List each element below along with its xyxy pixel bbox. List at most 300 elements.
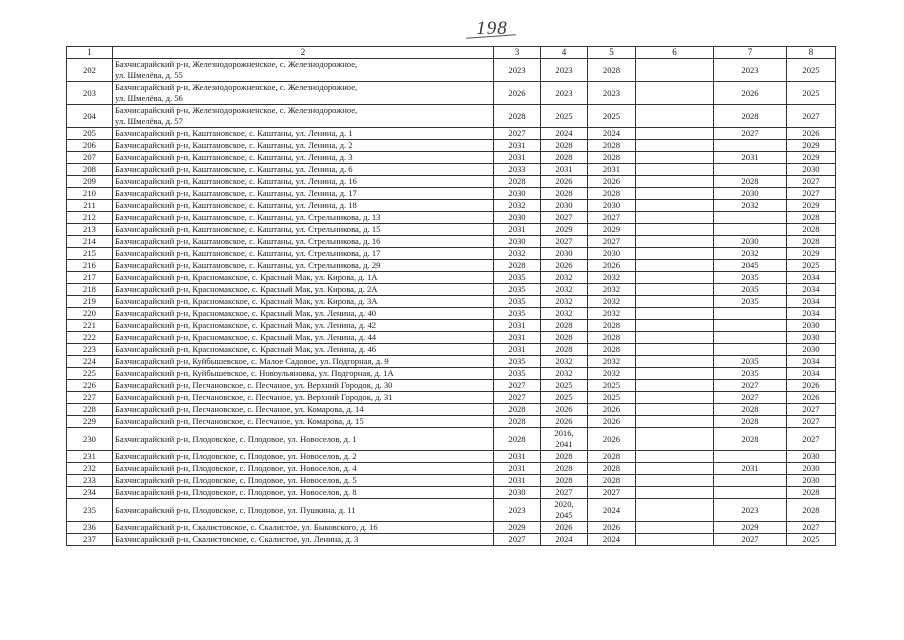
year-cell-4: 2024 <box>541 128 588 140</box>
year-cell-3: 2030 <box>494 188 541 200</box>
table-row <box>67 428 836 451</box>
year-cell-8: 2034 <box>787 272 836 284</box>
address-cell: Бахчисарайский р-н, Песчановское, с. Песчаное, ул. Комарова, д. 14 <box>113 404 494 416</box>
table-row <box>67 499 836 522</box>
year-cell-3: 2029 <box>494 522 541 534</box>
year-cell-7: 2028 <box>714 416 787 428</box>
year-cell-8: 2034 <box>787 308 836 320</box>
table-row <box>67 284 836 296</box>
column-header-5: 5 <box>588 47 636 59</box>
year-cell-8: 2030 <box>787 332 836 344</box>
row-number: 224 <box>67 356 113 368</box>
empty-cell-6 <box>636 320 714 332</box>
year-cell-5: 2025 <box>588 105 636 128</box>
row-number: 203 <box>67 82 113 105</box>
year-cell-5: 2032 <box>588 356 636 368</box>
row-number: 204 <box>67 105 113 128</box>
year-cell-7: 2035 <box>714 284 787 296</box>
year-cell-7 <box>714 224 787 236</box>
year-cell-4: 2029 <box>541 224 588 236</box>
year-cell-4: 2032 <box>541 368 588 380</box>
row-number: 229 <box>67 416 113 428</box>
year-cell-7 <box>714 308 787 320</box>
row-number: 215 <box>67 248 113 260</box>
table-row <box>67 140 836 152</box>
row-number: 214 <box>67 236 113 248</box>
year-cell-3: 2028 <box>494 260 541 272</box>
year-cell-4: 2032 <box>541 272 588 284</box>
year-cell-3: 2027 <box>494 380 541 392</box>
year-cell-5: 2028 <box>588 463 636 475</box>
year-cell-3: 2035 <box>494 272 541 284</box>
table-row <box>67 224 836 236</box>
address-cell: Бахчисарайский р-н, Красномакское, с. Красный Мак, ул. Ленина, д. 40 <box>113 308 494 320</box>
table-row <box>67 59 836 82</box>
year-cell-5: 2030 <box>588 248 636 260</box>
empty-cell-6 <box>636 475 714 487</box>
year-cell-3: 2031 <box>494 475 541 487</box>
address-cell: Бахчисарайский р-н, Плодовское, с. Плодовое, ул. Новоселов, д. 5 <box>113 475 494 487</box>
row-number: 227 <box>67 392 113 404</box>
year-cell-7: 2027 <box>714 392 787 404</box>
year-cell-4: 2026 <box>541 260 588 272</box>
address-cell: Бахчисарайский р-н, Железнодорожненское, с. Железнодорожное, ул. Шмелёва, д. 55 <box>113 59 494 82</box>
year-cell-3: 2031 <box>494 451 541 463</box>
year-cell-4: 2032 <box>541 356 588 368</box>
address-cell: Бахчисарайский р-н, Красномакское, с. Красный Мак, ул. Кирова, д. 2А <box>113 284 494 296</box>
empty-cell-6 <box>636 188 714 200</box>
address-cell: Бахчисарайский р-н, Песчановское, с. Песчаное, ул. Верхний Городок, д. 30 <box>113 380 494 392</box>
row-number: 226 <box>67 380 113 392</box>
year-cell-8: 2029 <box>787 152 836 164</box>
year-cell-8: 2025 <box>787 59 836 82</box>
row-number: 213 <box>67 224 113 236</box>
row-number: 206 <box>67 140 113 152</box>
year-cell-4: 2032 <box>541 296 588 308</box>
year-cell-3: 2027 <box>494 534 541 546</box>
table-row <box>67 344 836 356</box>
row-number: 221 <box>67 320 113 332</box>
year-cell-5: 2028 <box>588 59 636 82</box>
table-row <box>67 416 836 428</box>
address-cell: Бахчисарайский р-н, Скалистовское, с. Скалистое, ул. Ленина, д. 3 <box>113 534 494 546</box>
year-cell-4: 2026 <box>541 416 588 428</box>
year-cell-7: 2031 <box>714 152 787 164</box>
year-cell-8: 2025 <box>787 534 836 546</box>
table-row <box>67 522 836 534</box>
table-row <box>67 200 836 212</box>
year-cell-5: 2023 <box>588 82 636 105</box>
year-cell-8: 2029 <box>787 200 836 212</box>
table-row <box>67 82 836 105</box>
year-cell-3: 2031 <box>494 463 541 475</box>
address-cell: Бахчисарайский р-н, Песчановское, с. Песчаное, ул. Комарова, д. 15 <box>113 416 494 428</box>
year-cell-7: 2030 <box>714 236 787 248</box>
empty-cell-6 <box>636 236 714 248</box>
table-row <box>67 332 836 344</box>
year-cell-7: 2032 <box>714 248 787 260</box>
year-cell-7 <box>714 140 787 152</box>
year-cell-8: 2025 <box>787 260 836 272</box>
table-row <box>67 105 836 128</box>
address-cell: Бахчисарайский р-н, Красномакское, с. Красный Мак, ул. Ленина, д. 42 <box>113 320 494 332</box>
year-cell-4: 2026 <box>541 176 588 188</box>
address-cell: Бахчисарайский р-н, Красномакское, с. Красный Мак, ул. Ленина, д. 46 <box>113 344 494 356</box>
year-cell-7: 2035 <box>714 368 787 380</box>
year-cell-3: 2031 <box>494 332 541 344</box>
table-row <box>67 380 836 392</box>
year-cell-8: 2030 <box>787 463 836 475</box>
year-cell-8: 2028 <box>787 212 836 224</box>
year-cell-8: 2027 <box>787 416 836 428</box>
year-cell-3: 2032 <box>494 200 541 212</box>
empty-cell-6 <box>636 368 714 380</box>
row-number: 222 <box>67 332 113 344</box>
empty-cell-6 <box>636 451 714 463</box>
year-cell-3: 2030 <box>494 487 541 499</box>
row-number: 217 <box>67 272 113 284</box>
year-cell-7: 2027 <box>714 534 787 546</box>
year-cell-5: 2028 <box>588 332 636 344</box>
address-cell: Бахчисарайский р-н, Каштановское, с. Каштаны, ул. Ленина, д. 3 <box>113 152 494 164</box>
year-cell-7 <box>714 344 787 356</box>
year-cell-5: 2032 <box>588 368 636 380</box>
year-cell-4: 2028 <box>541 475 588 487</box>
year-cell-7: 2045 <box>714 260 787 272</box>
year-cell-4: 2023 <box>541 59 588 82</box>
table-row <box>67 356 836 368</box>
year-cell-3: 2033 <box>494 164 541 176</box>
year-cell-7: 2023 <box>714 59 787 82</box>
address-cell: Бахчисарайский р-н, Каштановское, с. Каштаны, ул. Ленина, д. 1 <box>113 128 494 140</box>
year-cell-4: 2025 <box>541 380 588 392</box>
year-cell-8: 2026 <box>787 128 836 140</box>
empty-cell-6 <box>636 499 714 522</box>
column-header-7: 7 <box>714 47 787 59</box>
year-cell-4: 2028 <box>541 332 588 344</box>
row-number: 230 <box>67 428 113 451</box>
year-cell-3: 2031 <box>494 152 541 164</box>
empty-cell-6 <box>636 522 714 534</box>
year-cell-3: 2028 <box>494 416 541 428</box>
address-cell: Бахчисарайский р-н, Плодовское, с. Плодовое, ул. Новоселов, д. 1 <box>113 428 494 451</box>
row-number: 237 <box>67 534 113 546</box>
row-number: 220 <box>67 308 113 320</box>
table-row <box>67 463 836 475</box>
year-cell-5: 2027 <box>588 236 636 248</box>
table-row <box>67 152 836 164</box>
year-cell-8: 2027 <box>787 428 836 451</box>
address-cell: Бахчисарайский р-н, Красномакское, с. Красный Мак, ул. Кирова, д. 1А <box>113 272 494 284</box>
year-cell-3: 2026 <box>494 82 541 105</box>
year-cell-7 <box>714 332 787 344</box>
column-header-1: 1 <box>67 47 113 59</box>
empty-cell-6 <box>636 212 714 224</box>
address-cell: Бахчисарайский р-н, Плодовское, с. Плодовое, ул. Новоселов, д. 2 <box>113 451 494 463</box>
row-number: 210 <box>67 188 113 200</box>
year-cell-7: 2027 <box>714 380 787 392</box>
year-cell-3: 2027 <box>494 128 541 140</box>
year-cell-5: 2027 <box>588 487 636 499</box>
year-cell-8: 2030 <box>787 475 836 487</box>
empty-cell-6 <box>636 380 714 392</box>
table-row <box>67 487 836 499</box>
year-cell-4: 2027 <box>541 487 588 499</box>
year-cell-5: 2028 <box>588 140 636 152</box>
empty-cell-6 <box>636 248 714 260</box>
empty-cell-6 <box>636 296 714 308</box>
year-cell-5: 2026 <box>588 522 636 534</box>
year-cell-7 <box>714 164 787 176</box>
year-cell-3: 2035 <box>494 368 541 380</box>
year-cell-5: 2026 <box>588 176 636 188</box>
year-cell-8: 2026 <box>787 392 836 404</box>
year-cell-7: 2035 <box>714 272 787 284</box>
year-cell-3: 2030 <box>494 212 541 224</box>
table-row <box>67 188 836 200</box>
year-cell-7: 2035 <box>714 296 787 308</box>
empty-cell-6 <box>636 164 714 176</box>
address-cell: Бахчисарайский р-н, Плодовское, с. Плодовое, ул. Новоселов, д. 8 <box>113 487 494 499</box>
year-cell-7: 2028 <box>714 428 787 451</box>
table-row <box>67 128 836 140</box>
address-cell: Бахчисарайский р-н, Красномакское, с. Красный Мак, ул. Кирова, д. 3А <box>113 296 494 308</box>
table-body <box>67 59 836 546</box>
year-cell-8: 2027 <box>787 404 836 416</box>
year-cell-8: 2030 <box>787 320 836 332</box>
year-cell-5: 2030 <box>588 200 636 212</box>
address-cell: Бахчисарайский р-н, Каштановское, с. Каштаны, ул. Ленина, д. 18 <box>113 200 494 212</box>
year-cell-7 <box>714 212 787 224</box>
year-cell-4: 2028 <box>541 188 588 200</box>
year-cell-3: 2035 <box>494 308 541 320</box>
year-cell-5: 2032 <box>588 296 636 308</box>
empty-cell-6 <box>636 344 714 356</box>
year-cell-5: 2024 <box>588 534 636 546</box>
year-cell-3: 2031 <box>494 344 541 356</box>
year-cell-7: 2030 <box>714 188 787 200</box>
empty-cell-6 <box>636 59 714 82</box>
row-number: 225 <box>67 368 113 380</box>
table-row <box>67 534 836 546</box>
empty-cell-6 <box>636 404 714 416</box>
table-row <box>67 248 836 260</box>
year-cell-7: 2032 <box>714 200 787 212</box>
table-row <box>67 212 836 224</box>
empty-cell-6 <box>636 128 714 140</box>
row-number: 211 <box>67 200 113 212</box>
year-cell-5: 2027 <box>588 212 636 224</box>
row-number: 233 <box>67 475 113 487</box>
address-cell: Бахчисарайский р-н, Куйбышевское, с. Новоульяновка, ул. Подгорная, д. 1А <box>113 368 494 380</box>
empty-cell-6 <box>636 463 714 475</box>
year-cell-4: 2030 <box>541 248 588 260</box>
row-number: 231 <box>67 451 113 463</box>
row-number: 228 <box>67 404 113 416</box>
year-cell-8: 2027 <box>787 176 836 188</box>
year-cell-3: 2028 <box>494 176 541 188</box>
row-number: 232 <box>67 463 113 475</box>
row-number: 234 <box>67 487 113 499</box>
address-cell: Бахчисарайский р-н, Куйбышевское, с. Малое Садовое, ул. Подгорная, д. 9 <box>113 356 494 368</box>
year-cell-8: 2028 <box>787 499 836 522</box>
empty-cell-6 <box>636 152 714 164</box>
table-row <box>67 296 836 308</box>
year-cell-3: 2031 <box>494 140 541 152</box>
year-cell-4: 2028 <box>541 152 588 164</box>
year-cell-4: 2016, 2041 <box>541 428 588 451</box>
column-header-6: 6 <box>636 47 714 59</box>
year-cell-5: 2026 <box>588 404 636 416</box>
year-cell-7: 2029 <box>714 522 787 534</box>
register-table <box>66 46 836 546</box>
empty-cell-6 <box>636 82 714 105</box>
year-cell-5: 2028 <box>588 475 636 487</box>
year-cell-5: 2026 <box>588 428 636 451</box>
year-cell-5: 2024 <box>588 128 636 140</box>
empty-cell-6 <box>636 356 714 368</box>
year-cell-5: 2024 <box>588 499 636 522</box>
year-cell-5: 2032 <box>588 272 636 284</box>
empty-cell-6 <box>636 272 714 284</box>
address-cell: Бахчисарайский р-н, Плодовское, с. Плодовое, ул. Пушкина, д. 11 <box>113 499 494 522</box>
year-cell-7: 2027 <box>714 128 787 140</box>
address-cell: Бахчисарайский р-н, Красномакское, с. Красный Мак, ул. Ленина, д. 44 <box>113 332 494 344</box>
table-row <box>67 164 836 176</box>
year-cell-5: 2032 <box>588 284 636 296</box>
year-cell-4: 2024 <box>541 534 588 546</box>
year-cell-8: 2034 <box>787 284 836 296</box>
year-cell-8: 2025 <box>787 82 836 105</box>
row-number: 207 <box>67 152 113 164</box>
address-cell: Бахчисарайский р-н, Каштановское, с. Каштаны, ул. Ленина, д. 16 <box>113 176 494 188</box>
table-row <box>67 404 836 416</box>
column-header-8: 8 <box>787 47 836 59</box>
year-cell-7 <box>714 320 787 332</box>
year-cell-8: 2029 <box>787 140 836 152</box>
table-row <box>67 236 836 248</box>
row-number: 202 <box>67 59 113 82</box>
year-cell-7: 2028 <box>714 404 787 416</box>
row-number: 209 <box>67 176 113 188</box>
year-cell-5: 2025 <box>588 380 636 392</box>
table-row <box>67 368 836 380</box>
address-cell: Бахчисарайский р-н, Каштановское, с. Каштаны, ул. Стрельникова, д. 17 <box>113 248 494 260</box>
address-cell: Бахчисарайский р-н, Каштановское, с. Каштаны, ул. Ленина, д. 2 <box>113 140 494 152</box>
year-cell-4: 2028 <box>541 463 588 475</box>
year-cell-3: 2031 <box>494 224 541 236</box>
year-cell-8: 2030 <box>787 164 836 176</box>
row-number: 218 <box>67 284 113 296</box>
year-cell-8: 2030 <box>787 344 836 356</box>
address-cell: Бахчисарайский р-н, Каштановское, с. Каштаны, ул. Стрельникова, д. 15 <box>113 224 494 236</box>
empty-cell-6 <box>636 176 714 188</box>
row-number: 212 <box>67 212 113 224</box>
row-number: 223 <box>67 344 113 356</box>
year-cell-3: 2035 <box>494 356 541 368</box>
address-cell: Бахчисарайский р-н, Железнодорожненское, с. Железнодорожное, ул. Шмелёва, д. 57 <box>113 105 494 128</box>
empty-cell-6 <box>636 534 714 546</box>
year-cell-7: 2031 <box>714 463 787 475</box>
table-row <box>67 260 836 272</box>
empty-cell-6 <box>636 140 714 152</box>
empty-cell-6 <box>636 332 714 344</box>
address-cell: Бахчисарайский р-н, Каштановское, с. Каштаны, ул. Стрельникова, д. 29 <box>113 260 494 272</box>
year-cell-3: 2028 <box>494 428 541 451</box>
year-cell-4: 2026 <box>541 522 588 534</box>
year-cell-7: 2023 <box>714 499 787 522</box>
empty-cell-6 <box>636 308 714 320</box>
address-cell: Бахчисарайский р-н, Плодовское, с. Плодовое, ул. Новоселов, д. 4 <box>113 463 494 475</box>
year-cell-8: 2027 <box>787 188 836 200</box>
row-number: 208 <box>67 164 113 176</box>
year-cell-7 <box>714 451 787 463</box>
year-cell-5: 2029 <box>588 224 636 236</box>
year-cell-8: 2027 <box>787 105 836 128</box>
year-cell-4: 2025 <box>541 105 588 128</box>
empty-cell-6 <box>636 224 714 236</box>
year-cell-3: 2030 <box>494 236 541 248</box>
address-cell: Бахчисарайский р-н, Каштановское, с. Каштаны, ул. Стрельникова, д. 16 <box>113 236 494 248</box>
year-cell-4: 2027 <box>541 212 588 224</box>
year-cell-3: 2023 <box>494 499 541 522</box>
year-cell-4: 2028 <box>541 344 588 356</box>
year-cell-4: 2032 <box>541 284 588 296</box>
row-number: 235 <box>67 499 113 522</box>
year-cell-8: 2027 <box>787 522 836 534</box>
empty-cell-6 <box>636 487 714 499</box>
year-cell-3: 2023 <box>494 59 541 82</box>
year-cell-4: 2027 <box>541 236 588 248</box>
year-cell-8: 2026 <box>787 380 836 392</box>
year-cell-5: 2028 <box>588 152 636 164</box>
column-header-3: 3 <box>494 47 541 59</box>
year-cell-5: 2026 <box>588 416 636 428</box>
year-cell-7: 2035 <box>714 356 787 368</box>
year-cell-4: 2028 <box>541 140 588 152</box>
empty-cell-6 <box>636 260 714 272</box>
row-number: 205 <box>67 128 113 140</box>
address-cell: Бахчисарайский р-н, Скалистовское, с. Скалистое, ул. Быковского, д. 16 <box>113 522 494 534</box>
year-cell-8: 2028 <box>787 487 836 499</box>
row-number: 216 <box>67 260 113 272</box>
year-cell-7: 2028 <box>714 176 787 188</box>
year-cell-5: 2028 <box>588 188 636 200</box>
address-cell: Бахчисарайский р-н, Каштановское, с. Каштаны, ул. Ленина, д. 17 <box>113 188 494 200</box>
table-row <box>67 176 836 188</box>
year-cell-8: 2030 <box>787 451 836 463</box>
year-cell-4: 2025 <box>541 392 588 404</box>
year-cell-7 <box>714 475 787 487</box>
year-cell-4: 2032 <box>541 308 588 320</box>
address-cell: Бахчисарайский р-н, Каштановское, с. Каштаны, ул. Ленина, д. 6 <box>113 164 494 176</box>
year-cell-3: 2031 <box>494 320 541 332</box>
year-cell-5: 2025 <box>588 392 636 404</box>
year-cell-3: 2028 <box>494 105 541 128</box>
year-cell-3: 2027 <box>494 392 541 404</box>
header-row <box>67 47 836 59</box>
empty-cell-6 <box>636 416 714 428</box>
column-header-2: 2 <box>113 47 494 59</box>
year-cell-7: 2026 <box>714 82 787 105</box>
year-cell-5: 2031 <box>588 164 636 176</box>
row-number: 236 <box>67 522 113 534</box>
year-cell-4: 2030 <box>541 200 588 212</box>
page-number: 198 <box>462 18 522 40</box>
table-row <box>67 272 836 284</box>
empty-cell-6 <box>636 200 714 212</box>
table-row <box>67 451 836 463</box>
